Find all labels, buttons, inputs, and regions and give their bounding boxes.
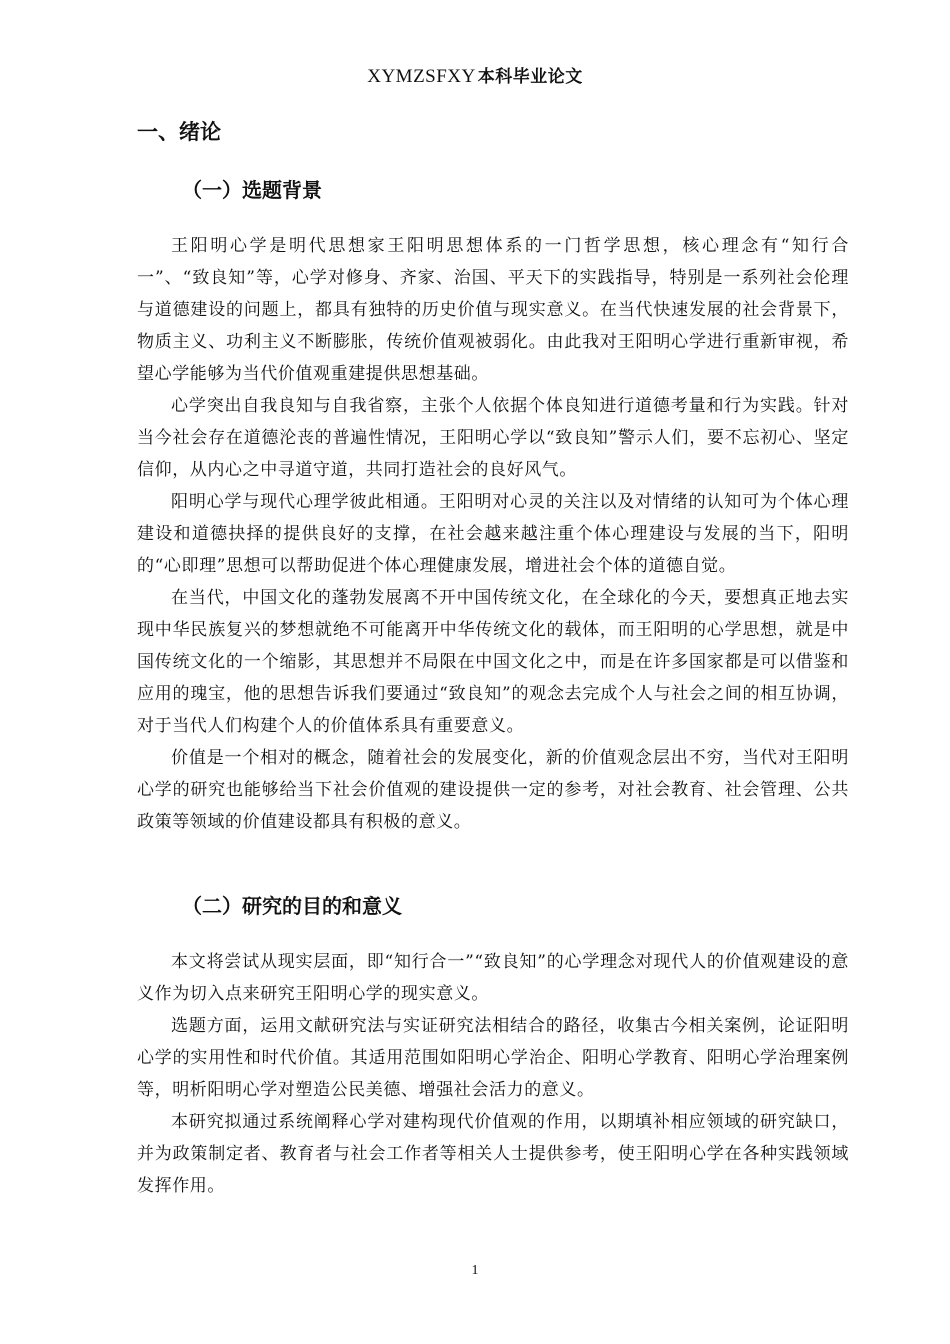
running-header: [0, 62, 950, 88]
section-heading-background: （一）选题背景: [182, 178, 322, 202]
page-number: 1: [471, 1263, 479, 1278]
section-heading-purpose: （二）研究的目的和意义: [182, 894, 402, 918]
header-subtitle: 本科毕业论文: [477, 67, 583, 87]
section-body-background: [137, 230, 849, 838]
paragraph: 在当代，中国文化的蓬勃发展离不开中国传统文化，在全球化的今天，要想真正地去实现中华民族复兴的梦想就绝不可能离开中华传统文化的载体，而王阳明的心学思想，就是中国传统文化的一个缩影，其思想并不局限在中国文化之中，而是在许多国家都是可以借鉴和应用的瑰宝，他的思想告诉我们要通过“致良知”的观念去完成个人与社会之间的相互协调，对于当代人们构建个人的价值体系具有重要意义。: [137, 588, 849, 736]
paragraph: 价值是一个相对的概念，随着社会的发展变化，新的价值观念层出不穷，当代对王阳明心学的研究也能够给当下社会价值观的建设提供一定的参考，对社会教育、社会管理、公共政策等领域的价值建设都具有积极的意义。: [137, 748, 849, 832]
paragraph: 心学突出自我良知与自我省察，主张个人依据个体良知进行道德考量和行为实践。针对当今社会存在道德沦丧的普遍性情况，王阳明心学以“致良知”警示人们，要不忘初心、坚定信仰，从内心之中寻道守道，共同打造社会的良好风气。: [137, 396, 849, 480]
paragraph: 本文将尝试从现实层面，即“知行合一”“致良知”的心学理念对现代人的价值观建设的意义作为切入点来研究王阳明心学的现实意义。: [137, 952, 849, 1004]
paragraph: 选题方面，运用文献研究法与实证研究法相结合的路径，收集古今相关案例，论证阳明心学的实用性和时代价值。其适用范围如阳明心学治企、阳明心学教育、阳明心学治理案例等，明析阳明心学对塑造公民美德、增强社会活力的意义。: [137, 1016, 849, 1100]
paragraph: 王阳明心学是明代思想家王阳明思想体系的一门哲学思想，核心理念有“知行合一”、“致良知”等，心学对修身、齐家、治国、平天下的实践指导，特别是一系列社会伦理与道德建设的问题上，都具有独特的历史价值与现实意义。在当代快速发展的社会背景下，物质主义、功利主义不断膨胀，传统价值观被弱化。由此我对王阳明心学进行重新审视，希望心学能够为当代价值观重建提供思想基础。: [137, 236, 849, 384]
paragraph: 本研究拟通过系统阐释心学对建构现代价值观的作用，以期填补相应领域的研究缺口，并为政策制定者、教育者与社会工作者等相关人士提供参考，使王阳明心学在各种实践领域发挥作用。: [137, 1112, 849, 1196]
chapter-heading: 一、绪论: [137, 120, 221, 144]
section-body-purpose: [137, 946, 849, 1202]
paragraph: 阳明心学与现代心理学彼此相通。王阳明对心灵的关注以及对情绪的认知可为个体心理建设和道德抉择的提供良好的支撑，在社会越来越注重个体心理建设与发展的当下，阳明的“心即理”思想可以帮助促进个体心理健康发展，增进社会个体的道德自觉。: [137, 492, 849, 576]
header-title: XYMZSFXY: [367, 66, 476, 87]
